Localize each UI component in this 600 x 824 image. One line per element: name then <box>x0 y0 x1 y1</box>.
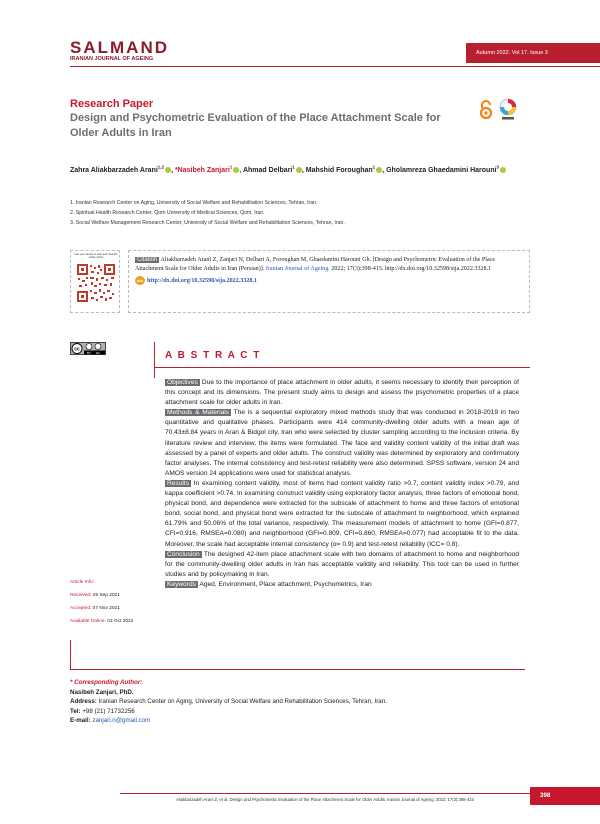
bottom-rule-vertical <box>70 640 71 670</box>
email-link[interactable]: zanjari.n@gmail.com <box>90 717 151 724</box>
doi-link[interactable]: http://dx.doi.org/10.32598/sija.2022.3328.1 <box>147 277 258 284</box>
abstract-conclusion <box>165 550 519 580</box>
received-value: 29 Sep 2021 <box>91 593 120 598</box>
section-label: Results <box>167 479 189 487</box>
author-affiliation-number: 1 <box>229 165 233 170</box>
section-text: Due to the importance of place attachment in older adults, it seems necessary to identify their perception of this concept and its dimensions. The present study aims to design and assess the psychometric properties of a place attachment scale for older adults in Iran. <box>165 379 519 407</box>
section-text: In examining content validity, most of items had content validity ratio >0.7, content validity index >0.79, and kappa coefficient >0.74. In examining construct validity using exploratory factor analysis, three factors of emotional bond, physical bond, and dependence were extracted for the subscale of attachment to home and three factors of emotional bond, social bond, and physical bond were extracted for the subscale of attachment to neighborhood, which explained 61.79% and 50.06% of the total variance, respectively. The measurement models of attachment to home (GFI=0.877, CFI=0.916, RMSEA=0.080) and neighborhood (GFI=0.809, CFI=0.860, RMSEA=0.077) had acceptable fit to the data. Moreover, the scale had acceptable internal consistency (α= 0.9) and test-retest reliability (ICC= 0.8). <box>165 479 519 548</box>
online-value: 01 Oct 2022 <box>105 619 134 624</box>
corresponding-author-block <box>70 678 387 726</box>
abstract-rule-vertical <box>154 342 155 378</box>
affiliation-1: 1. Iranian Research Center on Aging, University of Social Welfare and Rehabilitation Sciences, Tehran, Iran. <box>70 200 318 206</box>
corresponding-name: Nasibeh Zanjari, PhD. <box>70 688 134 696</box>
abstract-body <box>165 378 519 590</box>
author-separator: , <box>301 167 306 175</box>
affiliation-3: 3. Social Welfare Management Research Center, University of Social Welfare and Rehabilitation Sciences, Tehran, Iran. <box>70 220 345 226</box>
section-label: Objectives <box>167 379 198 386</box>
author-separator: , <box>171 167 175 175</box>
accepted-value: 07 Nov 2021 <box>91 606 120 611</box>
citation-tag: Citation <box>137 257 158 263</box>
author-name: Ahmad Delbari <box>242 167 293 175</box>
journal-subtitle: IRANIAN JOURNAL OF AGEING <box>70 56 154 62</box>
received-label: Received: <box>70 593 92 598</box>
affiliation-2: 2. Spiritual Health Research Center, Qom University of Medical Sciences, Qom, Iran. <box>70 210 265 216</box>
online-date <box>70 619 150 624</box>
section-text: Aged, Environment, Place attachment, Psychometrics, Iran <box>197 580 372 588</box>
journal-brand: SALMAND <box>70 38 169 57</box>
received-date <box>70 593 150 598</box>
author-affiliation-number: 1 <box>372 165 376 170</box>
citation-box <box>128 250 530 313</box>
article-title: Design and Psychometric Evaluation of the Place Attachment Scale for Older Adults in Iran <box>70 112 441 139</box>
address-label: Address: <box>70 698 97 705</box>
section-text: The is a sequential exploratory mixed methods study that was conducted in 2018-2019 in two quantitative and qualitative phases. Participants were 414 community-dwelling older adults with a mean age of 70.43±8.84 years in Aran & Bidgol city, Iran who were selected by cluster sampling according to the inclusion criteria. By literature review and interview, the items were formulated. The face and validity content validity of the initial draft was assessed by a panel of experts and older adults. The construct validity was determined by exploratory and confirmatory factor analyses. The internal consistency and test-retest reliability were also determined. SPSS software, version 24 and AMOS version 24 applications were used for statistical analysis. <box>165 409 519 477</box>
author-3[interactable] <box>243 167 306 174</box>
issue-banner: Autumn 2022. Vol 17. Issue 3 <box>466 43 600 63</box>
author-4[interactable] <box>306 167 386 174</box>
crossmark-icon[interactable] <box>499 98 517 122</box>
qr-code-box <box>70 250 120 313</box>
author-1[interactable] <box>70 167 175 174</box>
author-affiliation-number: 1 <box>292 165 295 170</box>
email-label: E-mail: <box>70 717 91 724</box>
doi-icon: doi <box>137 278 143 283</box>
abstract-keywords <box>165 580 519 590</box>
orcid-icon[interactable] <box>500 167 506 173</box>
address-value: Iranian Research Center on Aging, University of Social Welfare and Rehabilitation Sciences, Tehran, Iran. <box>96 698 387 705</box>
abstract-heading: A B S T R A C T <box>165 350 261 361</box>
section-label: Conclusion <box>167 550 200 558</box>
qr-caption: Use your device to scan and read the article online <box>74 253 118 259</box>
author-list <box>70 162 530 177</box>
cc-text: cc <box>74 346 80 353</box>
accepted-label: Accepted: <box>70 606 92 611</box>
accepted-date <box>70 606 150 611</box>
tel-label: Tel: <box>70 707 81 715</box>
bottom-rule-horizontal <box>70 669 525 670</box>
citation-text: Aliakbarzadeh Arani Z, Zanjari N, Delbari A, Foroughan M, Ghaedamini Harouni Gh. [Design and Psychometric Evaluation of the Place Attachment Scale for Older Adults in Iran (Persian)]. <box>135 257 496 272</box>
author-name: Mahshid Foroughan <box>305 167 373 175</box>
author-5[interactable] <box>386 167 506 174</box>
author-affiliation-number: 3 <box>496 165 500 170</box>
author-name: Zahra Aliakbarzadeh Arani <box>70 167 158 175</box>
citation-rest: . 2022; 17(3):398-415. http://dx.doi.org/10.32598/sija.2022.3328.1 <box>328 266 492 272</box>
online-label: Available Online: <box>70 619 106 624</box>
open-access-icon[interactable] <box>479 100 493 120</box>
header-divider <box>70 66 600 67</box>
article-type: Research Paper <box>70 98 154 110</box>
footer-citation: Aliakbarzadeh Arani Z, et al. Design and Psychometric Evaluation of the Place Attachment Scale for Older Adults. Iranian Journal of Ageing. 2022; 17(3):398-415 <box>120 793 530 802</box>
creative-commons-license-icon[interactable] <box>70 342 106 355</box>
section-text: The designed 42-item place attachment scale with two domains of attachment to home and neighborhood for the community-dwelling older adults in Iran has acceptable validity and reliability. This tool can be used in further studies and by policymaking in Iran. <box>165 550 519 578</box>
article-info-label: Article Info: <box>70 580 94 585</box>
corresponding-heading: * Corresponding Author: <box>70 679 143 686</box>
section-label: Methods & Materials <box>167 409 230 417</box>
author-separator: , <box>239 167 243 175</box>
section-label: Keywords <box>167 580 196 588</box>
author-name: *Nasibeh Zanjari <box>174 167 230 175</box>
by-text: BY <box>86 351 92 355</box>
author-affiliation-number: 1,2 <box>157 165 165 170</box>
author-name: Gholamreza Ghaedamini Harouni <box>386 167 497 175</box>
qr-code-icon[interactable] <box>76 263 116 303</box>
author-2[interactable] <box>175 167 243 174</box>
abstract-methods <box>165 408 519 479</box>
abstract-results <box>165 479 519 550</box>
page-number: 398 <box>530 787 600 805</box>
tel-value: +98 (21) 71732256 <box>80 707 135 715</box>
journal-link[interactable]: Iranian Journal of Ageing <box>265 266 329 272</box>
abstract-objectives <box>165 378 519 408</box>
nc-text: NC <box>95 351 101 355</box>
abstract-rule-horizontal <box>154 367 530 368</box>
author-separator: , <box>382 167 387 175</box>
